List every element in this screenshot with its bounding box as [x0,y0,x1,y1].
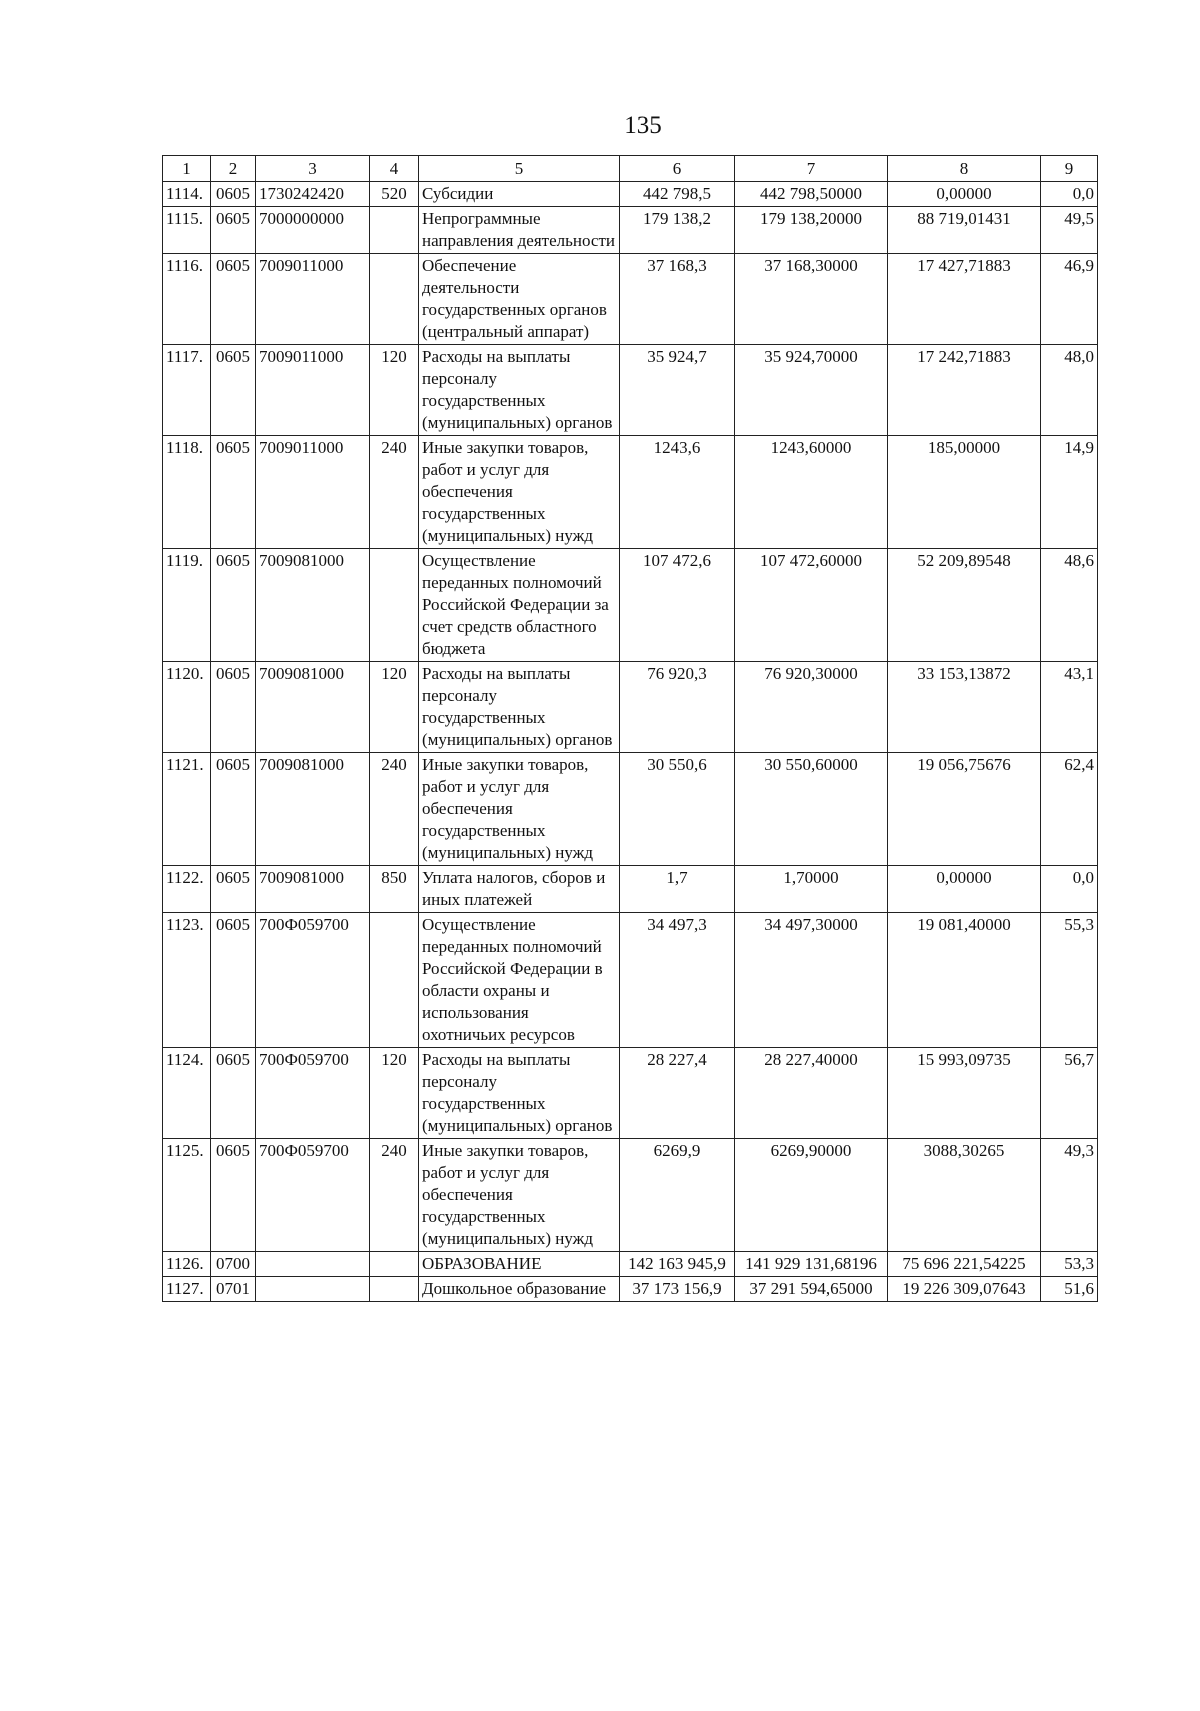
header-cell: 7 [735,156,888,182]
executed-amount: 17 242,71883 [888,345,1041,436]
section-code: 0605 [211,182,256,207]
expense-type-code: 240 [370,436,419,549]
row-number: 1122. [163,866,211,913]
execution-percent: 62,4 [1041,753,1098,866]
section-code: 0700 [211,1252,256,1277]
header-cell: 4 [370,156,419,182]
section-code: 0605 [211,207,256,254]
expense-type-code [370,1277,419,1302]
expense-name: Иные закупки товаров, работ и услуг для обеспечения государственных (муниципальных) нужд [419,1139,620,1252]
execution-percent: 56,7 [1041,1048,1098,1139]
section-code: 0605 [211,1048,256,1139]
executed-amount: 0,00000 [888,182,1041,207]
executed-amount: 0,00000 [888,866,1041,913]
target-article-code: 700Ф059700 [256,1139,370,1252]
table-row [163,549,1098,662]
approved-amount: 37 173 156,9 [620,1277,735,1302]
target-article-code: 7009011000 [256,436,370,549]
target-article-code: 7000000000 [256,207,370,254]
expense-type-code: 120 [370,1048,419,1139]
expense-name: Расходы на выплаты персоналу государственных (муниципальных) органов [419,1048,620,1139]
revised-amount: 107 472,60000 [735,549,888,662]
expense-type-code: 240 [370,753,419,866]
table-row [163,254,1098,345]
table-row [163,662,1098,753]
execution-percent: 0,0 [1041,866,1098,913]
table-row [163,1048,1098,1139]
revised-amount: 1243,60000 [735,436,888,549]
executed-amount: 19 226 309,07643 [888,1277,1041,1302]
target-article-code [256,1277,370,1302]
target-article-code: 7009081000 [256,549,370,662]
row-number: 1120. [163,662,211,753]
approved-amount: 6269,9 [620,1139,735,1252]
executed-amount: 52 209,89548 [888,549,1041,662]
revised-amount: 28 227,40000 [735,1048,888,1139]
table-row [163,182,1098,207]
revised-amount: 1,70000 [735,866,888,913]
table-row [163,436,1098,549]
execution-percent: 46,9 [1041,254,1098,345]
execution-percent: 49,5 [1041,207,1098,254]
expense-name: ОБРАЗОВАНИЕ [419,1252,620,1277]
executed-amount: 17 427,71883 [888,254,1041,345]
expense-type-code [370,207,419,254]
row-number: 1127. [163,1277,211,1302]
section-code: 0605 [211,254,256,345]
expense-name: Расходы на выплаты персоналу государственных (муниципальных) органов [419,662,620,753]
executed-amount: 15 993,09735 [888,1048,1041,1139]
execution-percent: 55,3 [1041,913,1098,1048]
row-number: 1121. [163,753,211,866]
table-row [163,1277,1098,1302]
executed-amount: 185,00000 [888,436,1041,549]
target-article-code: 7009011000 [256,345,370,436]
expense-type-code: 850 [370,866,419,913]
expense-type-code [370,1252,419,1277]
expense-type-code: 520 [370,182,419,207]
executed-amount: 88 719,01431 [888,207,1041,254]
header-cell: 2 [211,156,256,182]
expense-name: Непрограммные направления деятельности [419,207,620,254]
header-cell: 6 [620,156,735,182]
execution-percent: 43,1 [1041,662,1098,753]
expense-name: Обеспечение деятельности государственных органов (центральный аппарат) [419,254,620,345]
target-article-code: 1730242420 [256,182,370,207]
expense-name: Осуществление переданных полномочий Российской Федерации за счет средств областного бюджета [419,549,620,662]
execution-percent: 0,0 [1041,182,1098,207]
row-number: 1117. [163,345,211,436]
header-cell: 8 [888,156,1041,182]
section-code: 0605 [211,436,256,549]
section-code: 0605 [211,753,256,866]
row-number: 1115. [163,207,211,254]
row-number: 1116. [163,254,211,345]
approved-amount: 34 497,3 [620,913,735,1048]
executed-amount: 19 056,75676 [888,753,1041,866]
table-row [163,1139,1098,1252]
revised-amount: 34 497,30000 [735,913,888,1048]
approved-amount: 179 138,2 [620,207,735,254]
executed-amount: 75 696 221,54225 [888,1252,1041,1277]
header-cell: 5 [419,156,620,182]
approved-amount: 1243,6 [620,436,735,549]
expense-name: Расходы на выплаты персоналу государственных (муниципальных) органов [419,345,620,436]
section-code: 0605 [211,345,256,436]
approved-amount: 442 798,5 [620,182,735,207]
expense-type-code: 120 [370,345,419,436]
target-article-code: 7009081000 [256,662,370,753]
revised-amount: 6269,90000 [735,1139,888,1252]
table-row [163,753,1098,866]
table-row [163,345,1098,436]
revised-amount: 30 550,60000 [735,753,888,866]
section-code: 0605 [211,549,256,662]
approved-amount: 76 920,3 [620,662,735,753]
row-number: 1126. [163,1252,211,1277]
expense-name: Осуществление переданных полномочий Российской Федерации в области охраны и использования охотничьих ресурсов [419,913,620,1048]
header-cell: 3 [256,156,370,182]
table-header-row [163,156,1098,182]
expense-name: Иные закупки товаров, работ и услуг для обеспечения государственных (муниципальных) нужд [419,436,620,549]
target-article-code: 700Ф059700 [256,913,370,1048]
section-code: 0605 [211,662,256,753]
expense-name: Уплата налогов, сборов и иных платежей [419,866,620,913]
approved-amount: 35 924,7 [620,345,735,436]
approved-amount: 107 472,6 [620,549,735,662]
expense-name: Субсидии [419,182,620,207]
approved-amount: 142 163 945,9 [620,1252,735,1277]
section-code: 0605 [211,1139,256,1252]
target-article-code: 7009081000 [256,866,370,913]
row-number: 1124. [163,1048,211,1139]
executed-amount: 19 081,40000 [888,913,1041,1048]
execution-percent: 53,3 [1041,1252,1098,1277]
table-row [163,1252,1098,1277]
header-cell: 1 [163,156,211,182]
section-code: 0605 [211,913,256,1048]
execution-percent: 49,3 [1041,1139,1098,1252]
expense-type-code [370,913,419,1048]
execution-percent: 48,0 [1041,345,1098,436]
revised-amount: 141 929 131,68196 [735,1252,888,1277]
expense-name: Дошкольное образование [419,1277,620,1302]
expense-type-code [370,254,419,345]
expense-type-code [370,549,419,662]
approved-amount: 1,7 [620,866,735,913]
target-article-code: 7009081000 [256,753,370,866]
revised-amount: 179 138,20000 [735,207,888,254]
execution-percent: 51,6 [1041,1277,1098,1302]
revised-amount: 76 920,30000 [735,662,888,753]
execution-percent: 48,6 [1041,549,1098,662]
approved-amount: 37 168,3 [620,254,735,345]
revised-amount: 442 798,50000 [735,182,888,207]
target-article-code: 700Ф059700 [256,1048,370,1139]
revised-amount: 37 291 594,65000 [735,1277,888,1302]
approved-amount: 28 227,4 [620,1048,735,1139]
budget-table [162,155,1098,1302]
table-row [163,913,1098,1048]
table-row [163,207,1098,254]
row-number: 1123. [163,913,211,1048]
table-row [163,866,1098,913]
revised-amount: 35 924,70000 [735,345,888,436]
row-number: 1114. [163,182,211,207]
expense-type-code: 240 [370,1139,419,1252]
target-article-code [256,1252,370,1277]
expense-type-code: 120 [370,662,419,753]
page-number: 135 [624,112,662,139]
approved-amount: 30 550,6 [620,753,735,866]
expense-name: Иные закупки товаров, работ и услуг для обеспечения государственных (муниципальных) нужд [419,753,620,866]
target-article-code: 7009011000 [256,254,370,345]
row-number: 1119. [163,549,211,662]
revised-amount: 37 168,30000 [735,254,888,345]
execution-percent: 14,9 [1041,436,1098,549]
section-code: 0701 [211,1277,256,1302]
header-cell: 9 [1041,156,1098,182]
section-code: 0605 [211,866,256,913]
executed-amount: 33 153,13872 [888,662,1041,753]
row-number: 1125. [163,1139,211,1252]
row-number: 1118. [163,436,211,549]
executed-amount: 3088,30265 [888,1139,1041,1252]
